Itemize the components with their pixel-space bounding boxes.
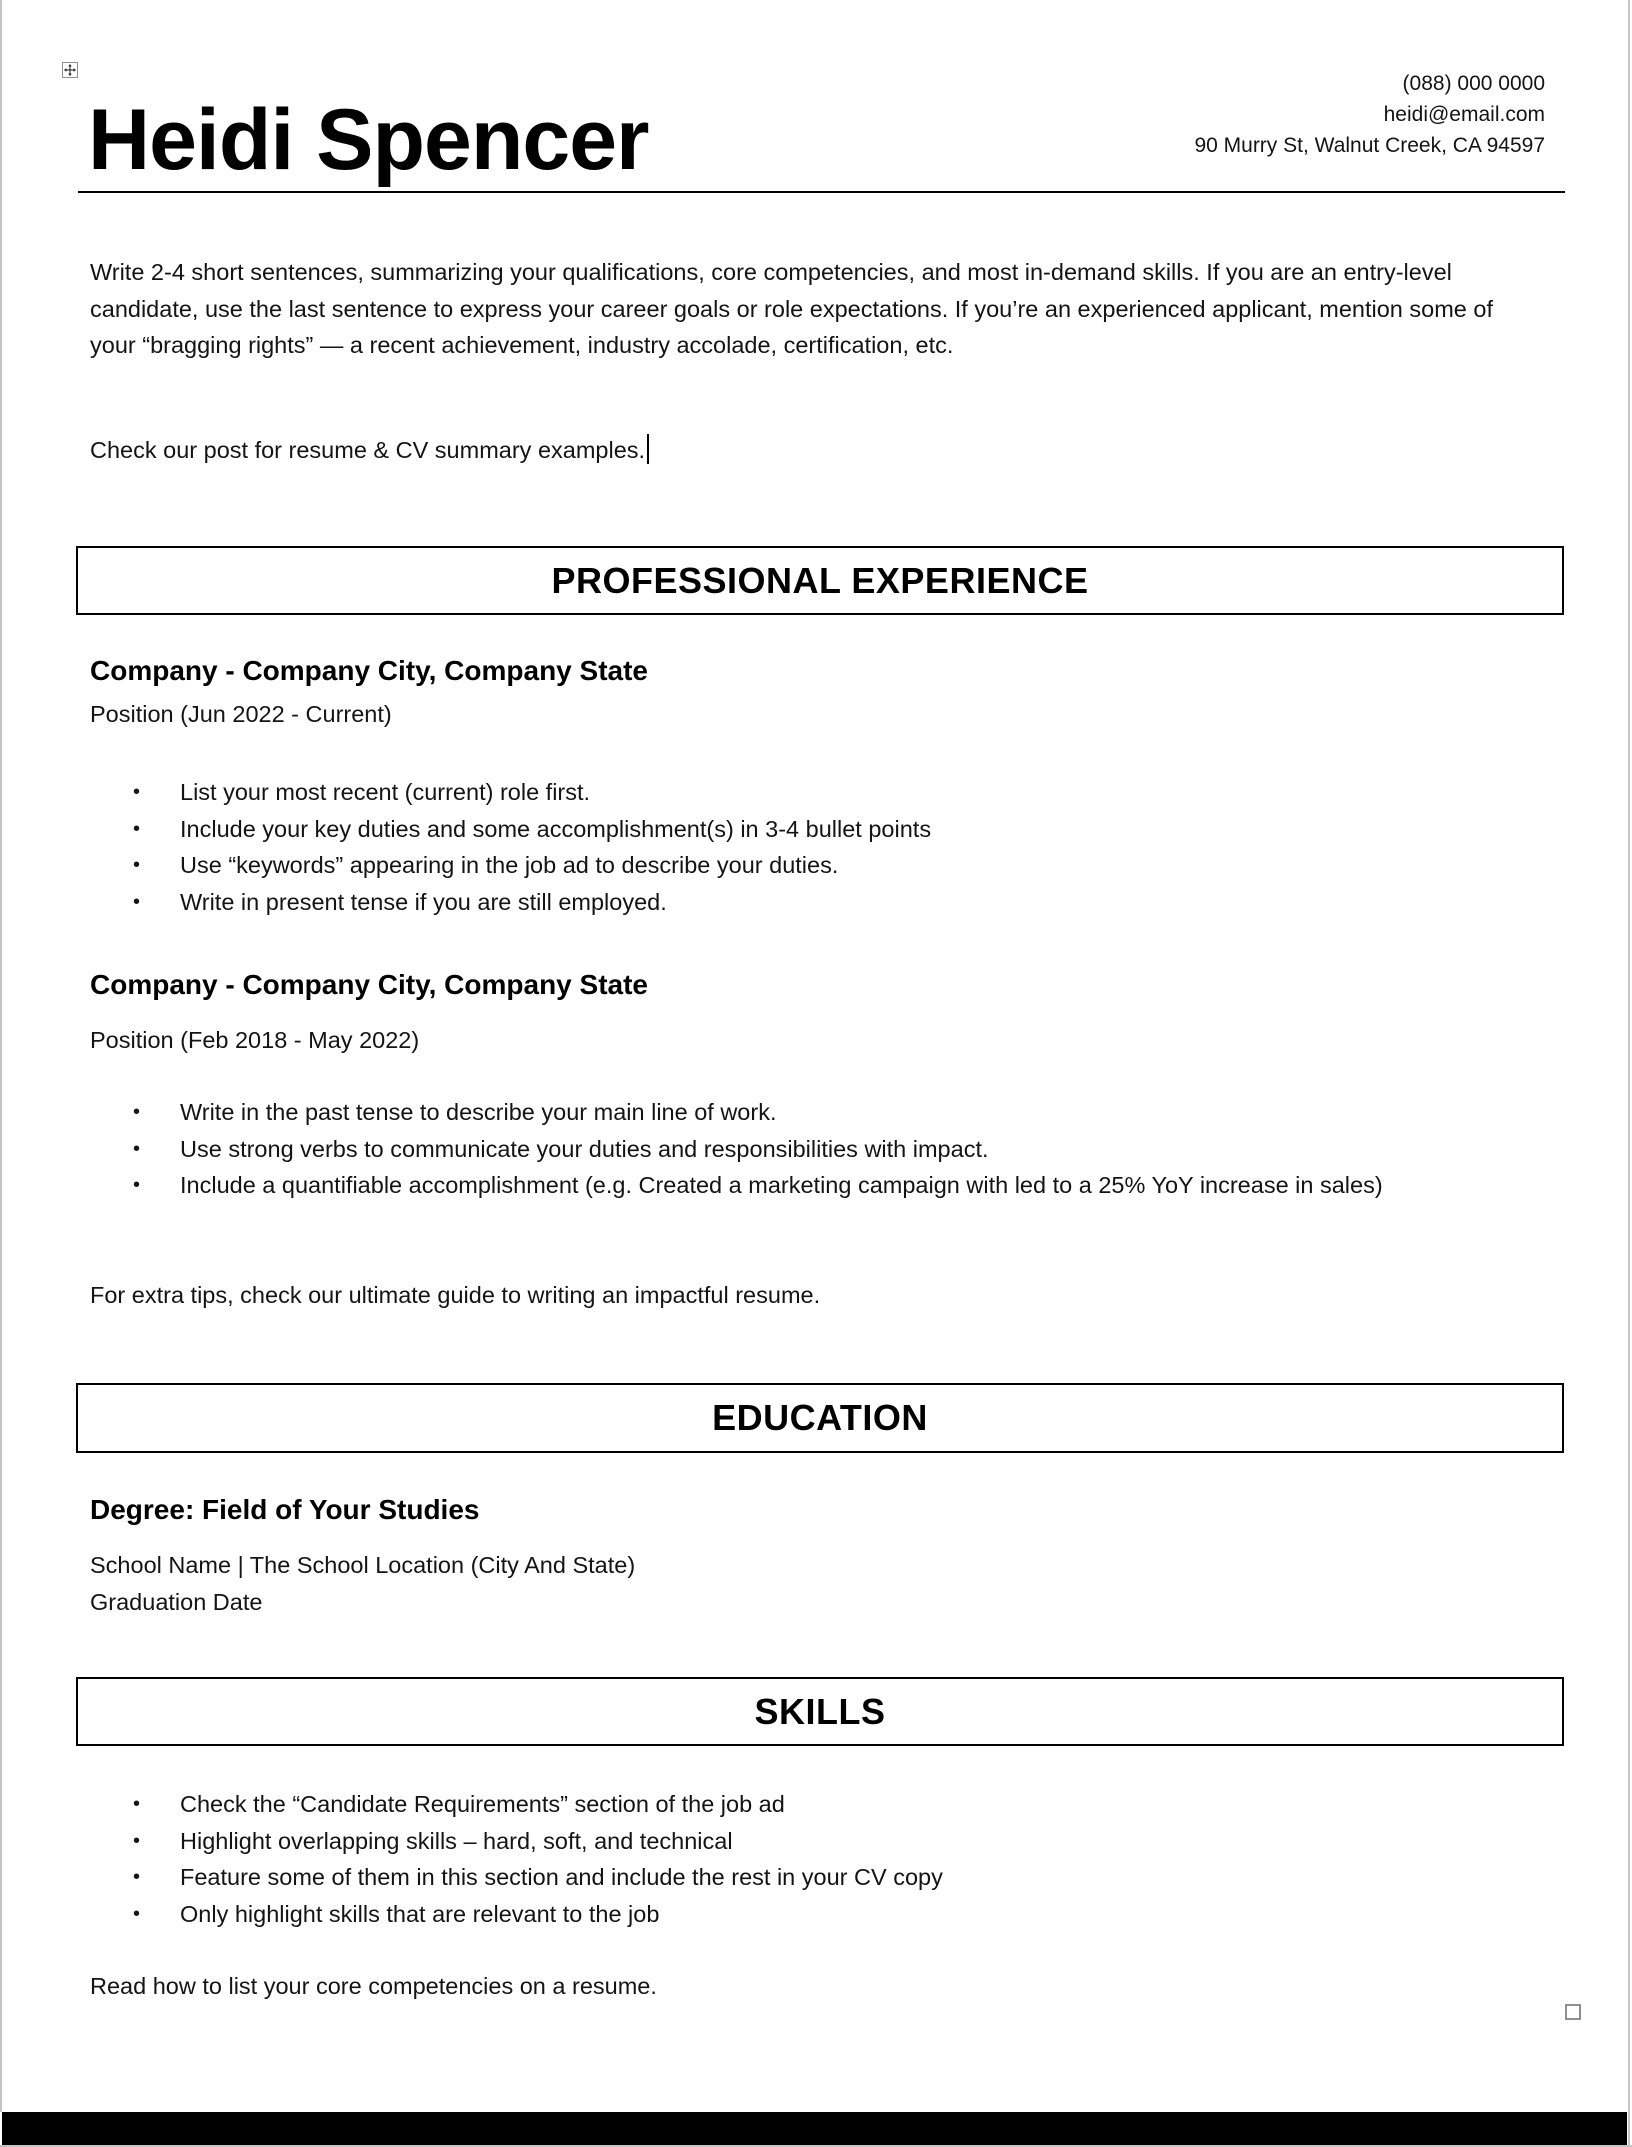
section-header-experience[interactable] <box>76 546 1564 615</box>
education-details <box>90 1547 635 1620</box>
experience-footer-note[interactable]: For extra tips, check our ultimate guide to writing an impactful resume. <box>90 1282 821 1308</box>
list-item[interactable]: • List your most recent (current) role first. <box>90 774 1545 811</box>
list-item[interactable]: • Write in present tense if you are still employed. <box>90 884 1545 921</box>
list-item[interactable]: • Use “keywords” appearing in the job ad to describe your duties. <box>90 847 1545 884</box>
skills-bullet-list <box>90 1786 1545 1932</box>
job1-bullet-list <box>90 774 1545 920</box>
job1-company-heading[interactable]: Company - Company City, Company State <box>90 655 649 686</box>
list-item[interactable]: • Include your key duties and some accomplishment(s) in 3-4 bullet points <box>90 811 1545 848</box>
summary-cta-text: Check our post for resume & CV summary examples. <box>90 437 646 463</box>
section-header-skills[interactable] <box>76 1677 1564 1746</box>
list-item[interactable]: • Use strong verbs to communicate your duties and responsibilities with impact. <box>90 1131 1545 1168</box>
text-cursor <box>647 434 649 464</box>
contact-phone[interactable]: (088) 000 0000 <box>1402 72 1545 95</box>
job1-position-line[interactable]: Position (Jun 2022 - Current) <box>90 701 392 727</box>
window-edge-right <box>1628 0 1630 2145</box>
table-resize-handle[interactable] <box>1565 2004 1581 2020</box>
education-graduation-line[interactable]: Graduation Date <box>90 1588 263 1615</box>
section-header-education[interactable] <box>76 1383 1564 1453</box>
list-item[interactable]: • Check the “Candidate Requirements” section of the job ad <box>90 1786 1545 1823</box>
list-item[interactable]: • Only highlight skills that are relevant to the job <box>90 1896 1545 1933</box>
contact-email[interactable]: heidi@email.com <box>1383 103 1545 126</box>
window-edge-left <box>0 0 2 2112</box>
page-end-canvas <box>2 2112 1627 2145</box>
move-arrows-icon <box>64 64 76 76</box>
education-school-line[interactable]: School Name | The School Location (City And State) <box>90 1552 636 1578</box>
header-divider <box>78 191 1565 193</box>
job2-position-line[interactable]: Position (Feb 2018 - May 2022) <box>90 1027 420 1053</box>
list-item[interactable]: • Write in the past tense to describe your main line of work. <box>90 1094 1545 1131</box>
section-title-education: EDUCATION <box>712 1397 928 1438</box>
job2-bullet-list <box>90 1094 1545 1204</box>
table-move-handle[interactable] <box>62 62 78 78</box>
job2-company-heading[interactable]: Company - Company City, Company State <box>90 969 649 1000</box>
summary-cta-line[interactable] <box>90 432 1530 469</box>
section-title-experience: PROFESSIONAL EXPERIENCE <box>551 559 1089 601</box>
summary-paragraph[interactable]: Write 2-4 short sentences, summarizing your qualifications, core competencies, and most in-demand skills. If you are an entry-level candidate, use the last sentence to express your career goals or role expectations. If you’re an experienced applicant, mention some of your “bragging rights” — a recent achievement, industry accolade, certification, etc. <box>90 259 1493 358</box>
education-degree-heading[interactable]: Degree: Field of Your Studies <box>90 1494 480 1525</box>
skills-footer-note[interactable]: Read how to list your core competencies on a resume. <box>90 1973 657 1999</box>
contact-address[interactable]: 90 Murry St, Walnut Creek, CA 94597 <box>1194 134 1545 157</box>
section-title-skills: SKILLS <box>754 1690 886 1732</box>
list-item[interactable]: • Feature some of them in this section and include the rest in your CV copy <box>90 1859 1545 1896</box>
contact-info <box>1194 68 1545 161</box>
list-item[interactable]: • Include a quantifiable accomplishment (e.g. Created a marketing campaign with led to a 25% YoY increase in sales) <box>90 1167 1440 1204</box>
list-item[interactable]: • Highlight overlapping skills – hard, soft, and technical <box>90 1823 1545 1860</box>
resume-name[interactable]: Heidi Spencer <box>88 92 649 188</box>
